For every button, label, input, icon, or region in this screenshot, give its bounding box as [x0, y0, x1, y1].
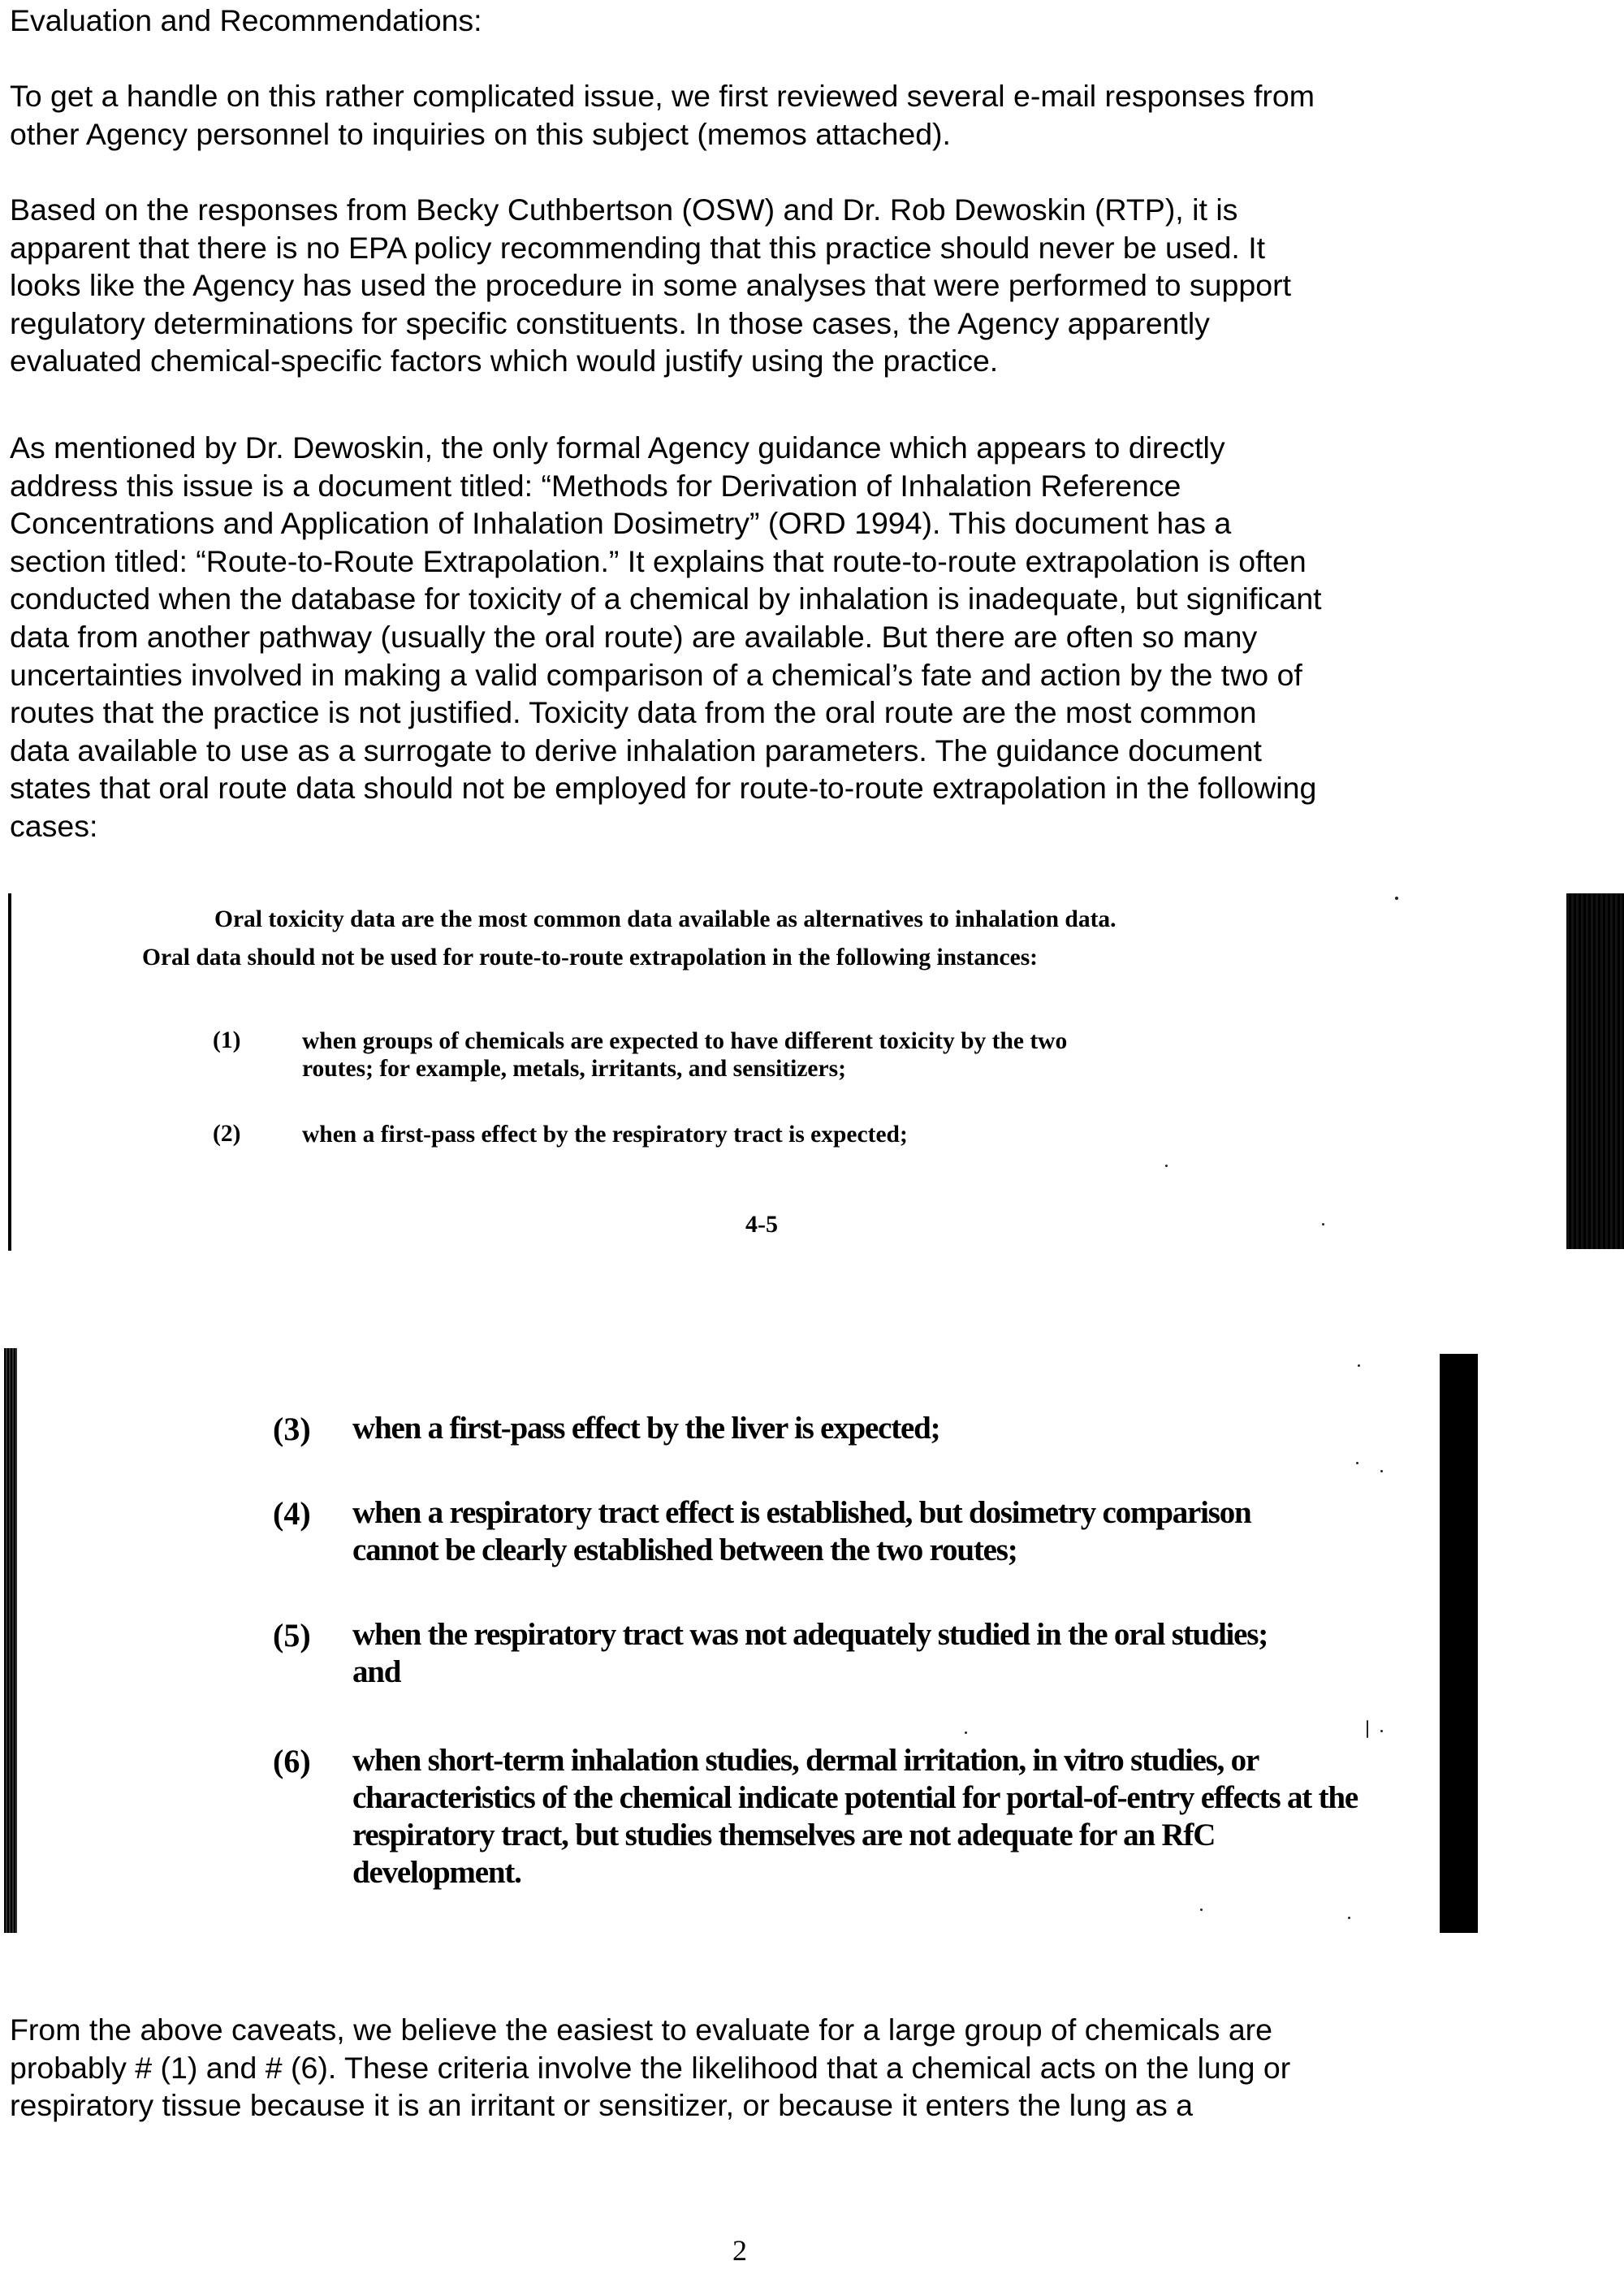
list-item-line: when groups of chemicals are expected to have different toxicity by the two	[302, 1028, 1068, 1054]
scan-left-border	[4, 1348, 17, 1933]
paragraph-3	[10, 429, 1471, 845]
paragraph-line: As mentioned by Dr. Dewoskin, the only formal Agency guidance which appears to directly	[10, 430, 1225, 465]
scan-speck	[1356, 1462, 1358, 1464]
list-item-line: cannot be clearly established between the two routes;	[352, 1533, 1017, 1567]
paragraph-4	[10, 2011, 1471, 2125]
scan-speck	[1348, 1917, 1350, 1919]
list-item-line: when a respiratory tract effect is established, but dosimetry comparison	[352, 1495, 1251, 1530]
paragraph-line: data from another pathway (usually the oral route) are available. But there are often so many	[10, 619, 1258, 654]
list-item-text	[352, 1494, 1251, 1569]
scan-speck	[1322, 1223, 1324, 1226]
scan-speck	[1200, 1909, 1203, 1911]
paragraph-line: address this issue is a document titled: “Methods for Derivation of Inhalation Reference	[10, 468, 1181, 503]
list-item-number: (3)	[273, 1411, 311, 1447]
list-item-line: development.	[352, 1855, 521, 1890]
paragraph-2	[10, 191, 1471, 380]
paragraph-line: conducted when the database for toxicity of a chemical by inhalation is inadequate, but significant	[10, 581, 1322, 616]
quote-intro-line: Oral toxicity data are the most common data available as alternatives to inhalation data.	[214, 906, 1116, 932]
quoted-scan-excerpt-1	[0, 893, 1624, 1283]
paragraph-line: uncertainties involved in making a valid comparison of a chemical’s fate and action by the two of	[10, 657, 1302, 692]
paragraph-line: From the above caveats, we believe the easiest to evaluate for a large group of chemicals are	[10, 2012, 1273, 2047]
scan-left-border	[8, 893, 11, 1251]
list-item-line: routes; for example, metals, irritants, and sensitizers;	[302, 1056, 846, 1082]
scan-right-border	[1566, 893, 1624, 1249]
paragraph-line: other Agency personnel to inquiries on this subject (memos attached).	[10, 116, 951, 151]
paragraph-line: evaluated chemical-specific factors which would justify using the practice.	[10, 344, 999, 378]
paragraph-line: respiratory tissue because it is an irritant or sensitizer, or because it enters the lung as a	[10, 2088, 1193, 2123]
list-item-line: when a first-pass effect by the liver is expected;	[352, 1411, 940, 1446]
quoted-scan-excerpt-2	[0, 1348, 1624, 1941]
list-item-text	[302, 1121, 908, 1148]
scan-speck	[1165, 1165, 1168, 1167]
quote-intro-line: Oral data should not be used for route-to-route extrapolation in the following instances:	[142, 945, 1038, 971]
scan-right-border	[1440, 1354, 1478, 1933]
paragraph-line: To get a handle on this rather complicated issue, we first reviewed several e-mail responses from	[10, 79, 1315, 113]
list-item-number: (4)	[273, 1495, 311, 1532]
paragraph-line: Concentrations and Application of Inhalation Dosimetry” (ORD 1994). This document has a	[10, 506, 1232, 541]
list-item-number: (2)	[213, 1121, 241, 1147]
paragraph-line: cases:	[10, 808, 98, 843]
list-item-number: (1)	[213, 1027, 241, 1053]
list-item-text	[352, 1742, 1358, 1891]
paragraph-line: Based on the responses from Becky Cuthbertson (OSW) and Dr. Rob Dewoskin (RTP), it is	[10, 192, 1238, 227]
list-item-number: (5)	[273, 1617, 311, 1654]
list-item-line: when short-term inhalation studies, dermal irritation, in vitro studies, or	[352, 1743, 1259, 1778]
paragraph-line: states that oral route data should not be employed for route-to-route extrapolation in the following	[10, 771, 1317, 806]
list-item-line: when a first-pass effect by the respiratory tract is expected;	[302, 1122, 908, 1148]
list-item-text	[302, 1027, 1067, 1083]
list-item-line: characteristics of the chemical indicate potential for portal-of-entry effects at the	[352, 1780, 1358, 1815]
list-item-text	[352, 1616, 1268, 1691]
paragraph-line: routes that the practice is not justified. Toxicity data from the oral route are the most common	[10, 695, 1257, 730]
scan-speck	[1367, 1720, 1368, 1738]
scan-speck	[1358, 1364, 1360, 1367]
list-item-number: (6)	[273, 1743, 311, 1779]
scan-speck	[965, 1731, 967, 1734]
paragraph-1	[10, 77, 1471, 153]
scan-speck	[1380, 1470, 1383, 1472]
paragraph-line: regulatory determinations for specific constituents. In those cases, the Agency apparently	[10, 305, 1210, 340]
scan-speck	[1395, 897, 1398, 900]
quoted-page-number: 4-5	[745, 1211, 778, 1238]
scan-speck	[1380, 1730, 1383, 1732]
paragraph-line: looks like the Agency has used the procedure in some analyses that were performed to support	[10, 268, 1291, 303]
list-item-line: when the respiratory tract was not adequately studied in the oral studies;	[352, 1617, 1268, 1652]
list-item-text	[352, 1410, 939, 1447]
list-item-line: and	[352, 1654, 401, 1689]
paragraph-line: section titled: “Route-to-Route Extrapolation.” It explains that route-to-route extrapolation is often	[10, 543, 1307, 578]
page-number: 2	[732, 2234, 747, 2267]
paragraph-line: data available to use as a surrogate to derive inhalation parameters. The guidance document	[10, 733, 1262, 767]
paragraph-line: probably # (1) and # (6). These criteria involve the likelihood that a chemical acts on the lung or	[10, 2050, 1291, 2085]
section-heading: Evaluation and Recommendations:	[10, 3, 482, 37]
paragraph-line: apparent that there is no EPA policy recommending that this practice should never be used. It	[10, 230, 1266, 265]
list-item-line: respiratory tract, but studies themselves are not adequate for an RfC	[352, 1818, 1216, 1852]
